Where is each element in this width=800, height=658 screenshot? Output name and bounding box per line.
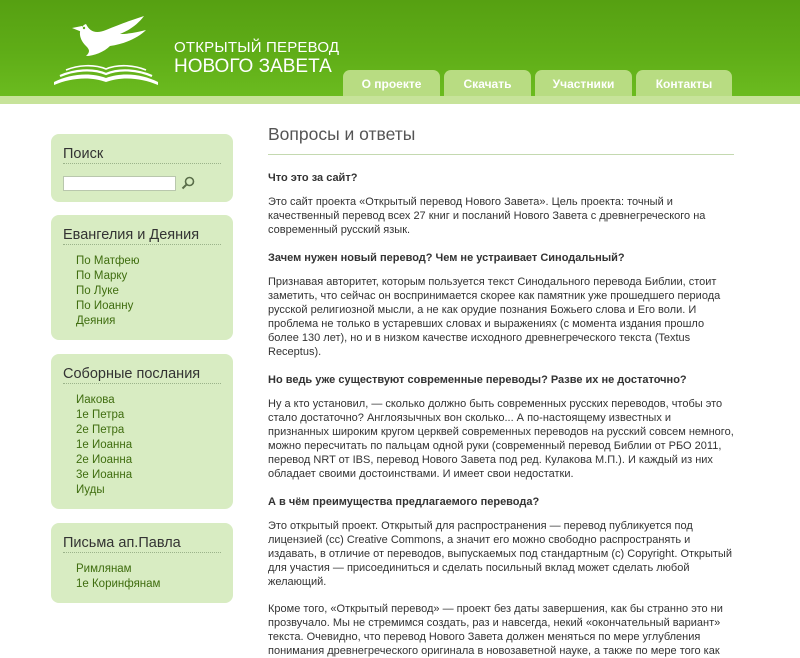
list-item [76,269,221,284]
link-john[interactable]: По Иоанну [76,300,134,312]
link-james[interactable]: Иакова [76,394,115,406]
link-acts[interactable]: Деяния [76,315,116,327]
link-1-john[interactable]: 1е Иоанна [76,439,133,451]
question-1: Что это за сайт? [268,172,358,184]
list-item [76,562,221,577]
gospels-title: Евангелия и Деяния [63,215,221,245]
list-item [76,423,221,438]
list-item [76,483,221,498]
paul-epistles-title: Письма ап.Павла [63,523,221,553]
tab-about[interactable]: О проекте [343,70,440,104]
link-romans[interactable]: Римлянам [76,563,132,575]
site-title[interactable] [174,38,339,76]
site-header [0,0,800,96]
main-content [268,124,734,658]
search-title: Поиск [63,134,221,164]
question-2: Зачем нужен новый перевод? Чем не устраивает Синодальный? [268,252,625,264]
search-input[interactable] [63,176,176,191]
question-3: Но ведь уже существуют современные переводы? Разве их не достаточно? [268,374,687,386]
paul-epistles-box [51,523,233,603]
site-title-line1: ОТКРЫТЫЙ ПЕРЕВОД [174,39,340,56]
list-item [76,408,221,423]
list-item [76,254,221,269]
question-4: А в чём преимущества предлагаемого перевода? [268,496,540,508]
link-2-john[interactable]: 2е Иоанна [76,454,133,466]
link-3-john[interactable]: 3е Иоанна [76,469,133,481]
site-title-line2: НОВОГО ЗАВЕТА [174,56,332,77]
gospels-box [51,215,233,340]
page-title: Вопросы и ответы [268,124,734,155]
list-item [76,284,221,299]
catholic-epistles-list [63,393,221,498]
search-box [51,134,233,202]
catholic-epistles-title: Соборные послания [63,354,221,384]
answer-3: Ну а кто установил, — сколько должно быть современных русских переводов, чтобы это стало достаточно? Англоязычных вон сколько... А по-настоящему известных и признанных широким кругом церквей современных переводов на русский совсем немного, можно пересчитать по пальцам одной руки (современный перевод Библии от РБО 2011, перевод NRT от IBS, перевод Нового Завета под ред. Кулакова М.П.). И каждый из них обладает своими достоинствами. И имеет свои недостатки. [268,398,734,480]
tab-contacts[interactable]: Контакты [636,70,732,104]
list-item [76,577,221,592]
dove-book-logo-icon[interactable] [50,12,162,88]
search-icon[interactable] [180,175,196,191]
header-band [0,96,800,104]
link-1-corinthians[interactable]: 1е Коринфянам [76,578,161,590]
link-jude[interactable]: Иуды [76,484,105,496]
answer-4-continued: Кроме того, «Открытый перевод» — проект без даты завершения, как бы странно это ни прозвучало. Мы не стремимся создать, раз и навсегда, некий «окончательный вариант» текста. Очевидно, что перевод Нового Завета должен меняться по мере углубления понимания древнегреческого оригинала в новозаветной науке, а также по мере того как [268,603,723,657]
list-item [76,453,221,468]
list-item [76,438,221,453]
paul-epistles-list [63,562,221,592]
catholic-epistles-box [51,354,233,509]
link-mark[interactable]: По Марку [76,270,128,282]
link-matthew[interactable]: По Матфею [76,255,140,267]
answer-2: Признавая авторитет, которым пользуется текст Синодального перевода Библии, стоит заметить, что сейчас он воспринимается скорее как памятник уже прошедшего периода русской религиозной мысли, а не как орудие познания Божьего слова и Его воли. И проблема не только в устаревших словах и выражениях (с момента издания прошло более 130 лет), но и в низком качестве исходного древнегреческого текста (Textus Receptus). [268,276,721,358]
tab-participants[interactable]: Участники [535,70,632,104]
list-item [76,314,221,329]
answer-1: Это сайт проекта «Открытый перевод Нового Завета». Цель проекта: точный и качественный перевод всех 27 книг и посланий Нового Завета с древнегреческого на современный русский язык. [268,196,706,236]
link-luke[interactable]: По Луке [76,285,119,297]
link-1-peter[interactable]: 1е Петра [76,409,125,421]
answer-4: Это открытый проект. Открытый для распространения — перевод публикуется под лицензией (cc) Creative Commons, а значит его можно свободно распространять и издавать, в отличие от переводов, выпускаемых под стандартным (с) Copyright. Открытый для участия — присоединиться и сделать посильный вклад может сделать любой желающий. [268,520,732,588]
list-item [76,468,221,483]
link-2-peter[interactable]: 2е Петра [76,424,125,436]
list-item [76,393,221,408]
list-item [76,299,221,314]
gospels-list [63,254,221,329]
tab-download[interactable]: Скачать [444,70,531,104]
